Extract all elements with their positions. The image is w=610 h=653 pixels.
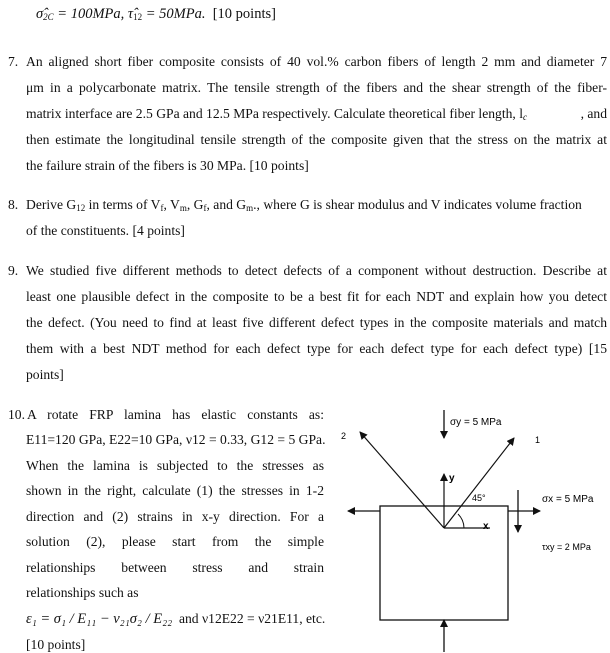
q10-line-4: shown in the right, calculate (1) the stresses in 1-2: [26, 483, 324, 498]
q8-t6: ., where G is shear modulus and V indicates volume fraction: [253, 197, 582, 212]
q8-t5: , and G: [206, 197, 247, 212]
sigma-y-label: σy = 5 MPa: [450, 417, 502, 428]
top-points: [10 points]: [212, 6, 276, 22]
q10-points: [10 points]: [26, 637, 86, 652]
tau-symbol: τ̂: [127, 6, 134, 22]
q8-s1: 12: [76, 203, 86, 213]
q8-s5: m: [246, 203, 254, 213]
q10-line-5: direction and (2) strains in x-y direction. For a: [26, 509, 324, 524]
angle-label: 45°: [472, 493, 486, 503]
q10-formula: ε₁ = σ₁ / E₁₁ − ν₂₁σ₂ / E₂₂: [26, 611, 173, 627]
sigma-symbol: σ̂: [36, 6, 44, 22]
q8-t1: Derive G: [26, 197, 77, 212]
angle-arc: [458, 514, 464, 528]
y-axis-label: y: [449, 473, 455, 484]
q7-line-3-text: matrix interface are 2.5 GPa and 12.5 MPa respectively. Calculate theoretical fiber length, l: [26, 106, 523, 121]
q7-line-3: [26, 106, 607, 122]
top-formula-line: [36, 6, 276, 23]
q7-line-4: then estimate the longitudinal tensile strength of the composite given that the stress on the matrix at: [26, 132, 607, 147]
q10-formula-line: [26, 611, 325, 628]
q8-t4: , G: [186, 197, 204, 212]
axis-2-line: [360, 432, 444, 528]
tau-subscript: 12: [133, 12, 143, 22]
q9-line-4: them with a best NDT method for each defect type for each defect type for each defect type) [15: [26, 341, 607, 356]
tau-xy-label: τxy = 2 MPa: [542, 542, 591, 552]
q8-line-2: of the constituents. [4 points]: [26, 223, 185, 238]
q8-t3: , V: [163, 197, 180, 212]
q8-line-1: [26, 197, 607, 213]
q9-line-2: least one plausible defect in the composite to be a best fit for each NDT and explain how you detect: [26, 289, 607, 304]
lc-subscript: c: [523, 112, 527, 122]
sigma-subscript: 2C: [43, 12, 54, 22]
q9-line-3: the defect. (You need to find at least five different defect types in the composite materials and match: [26, 315, 607, 330]
q7-line-1: An aligned short fiber composite consists of 40 vol.% carbon fibers of length 2 mm and diameter 7: [26, 54, 607, 69]
q10-line-1: A rotate FRP lamina has elastic constants as:: [27, 407, 324, 422]
sigma-x-label: σx = 5 MPa: [542, 494, 594, 505]
q10-formula-tail: and ν12E22 = ν21E11, etc.: [178, 611, 326, 626]
q10-line-8: relationships such as: [26, 585, 139, 600]
tau-value: = 50MPa.: [145, 6, 206, 22]
q9-number: 9.: [8, 263, 19, 278]
axis-1-label: 1: [535, 435, 541, 445]
q7-line-2: μm in a polycarbonate matrix. The tensile strength of the fibers and the shear strength of the fiber-: [26, 80, 607, 95]
q10-line-6: solution (2), please start from the simple: [26, 534, 324, 549]
q7-line-3-tail: , and: [580, 106, 607, 121]
q10-line-7: relationships between stress and strain: [26, 560, 324, 575]
sigma-value: = 100MPa,: [57, 6, 125, 22]
q8-number: 8.: [8, 197, 19, 212]
x-axis-label: x: [483, 521, 489, 532]
q8-s4: f: [203, 203, 207, 213]
q10-line-2: E11=120 GPa, E22=10 GPa, ν12 = 0.33, G12 = 5 GPa.: [26, 432, 326, 447]
q9-line-1: We studied five different methods to detect defects of a component without destruction. Describe at: [26, 263, 607, 278]
stress-element-figure: [330, 408, 610, 653]
q10-number: 10.: [8, 407, 25, 422]
q10-line-3: When the lamina is subjected to the stresses as: [26, 458, 324, 473]
q8-s2: f: [160, 203, 164, 213]
axis-2-label: 2: [341, 431, 347, 441]
q8-s3: m: [179, 203, 187, 213]
q8-t2: in terms of V: [85, 197, 161, 212]
q7-line-5: the failure strain of the fibers is 30 MPa. [10 points]: [26, 158, 309, 173]
q9-line-5: points]: [26, 367, 64, 382]
q7-number: 7.: [8, 54, 19, 69]
